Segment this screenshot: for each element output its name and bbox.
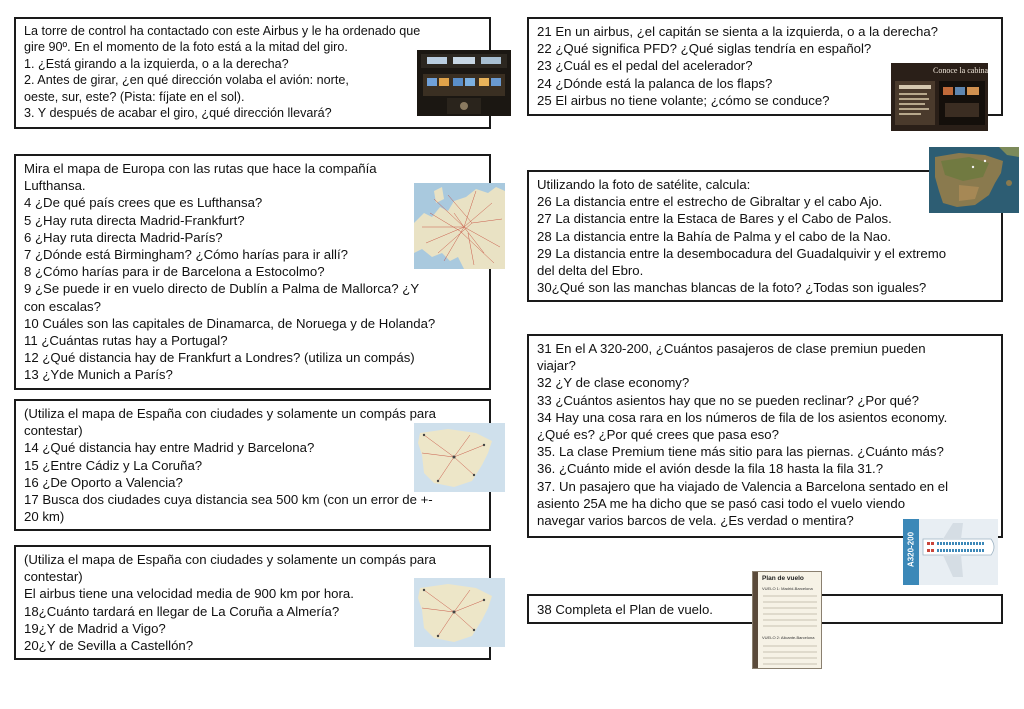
text-line: oeste, sur, este? (Pista: fíjate en el sol). [24,89,245,104]
a320-seatmap-image [903,519,998,585]
text-line: asiento 25A me ha dicho que se pasó casi todo el vuelo viendo [537,495,906,511]
text-line: 27 La distancia entre la Estaca de Bares y el Cabo de Palos. [537,211,892,227]
text-line: 17 Busca dos ciudades cuya distancia sea 500 km (con un error de +- [24,492,433,508]
text-line: 7 ¿Dónde está Birmingham? ¿Cómo harías para ir allí? [24,247,348,263]
text-line: 29 La distancia entre la desembocadura del Guadalquivir y el extremo [537,245,947,261]
text-line: 36. ¿Cuánto mide el avión desde la fila 18 hasta la fila 31.? [537,461,884,477]
text-line: 2. Antes de girar, ¿en qué dirección volaba el avión: norte, [24,73,349,88]
text-line: 11 ¿Cuántas rutas hay a Portugal? [24,333,228,349]
text-line: contestar) [24,423,83,439]
text-line: navegar varios barcos de vela. ¿Es verdad o mentira? [537,513,854,529]
text-line: 10 Cuáles son las capitales de Dinamarca, de Noruega y de Holanda? [24,315,436,331]
text-line: gire 90º. En el momento de la foto está a la mitad del giro. [24,40,348,55]
text-line: 9 ¿Se puede ir en vuelo directo de Dublín a Palma de Mallorca? ¿Y [24,281,420,297]
text-line: 30¿Qué son las manchas blancas de la foto? ¿Todas son iguales? [537,280,927,296]
text-line: La torre de control ha contactado con este Airbus y le ha ordenado que [24,24,421,38]
cabin-caption: Conoce la cabina [933,66,988,75]
text-line: 6 ¿Hay ruta directa Madrid-París? [24,229,223,245]
text-line: (Utiliza el mapa de España con ciudades y solamente un compás para [24,552,436,567]
text-line: Utilizando la foto de satélite, calcula: [537,177,751,192]
text-line: del delta del Ebro. [537,263,644,279]
text-line: 35. La clase Premium tiene más sitio para las piernas. ¿Cuánto más? [537,444,944,460]
text-line: El airbus tiene una velocidad media de 900 km por hora. [24,586,354,602]
text-line: Mira el mapa de Europa con las rutas que hace la compañía [24,161,377,176]
text-line: 32 ¿Y de clase economy? [537,375,690,391]
text-line: 28 La distancia entre la Bahía de Palma y el cabo de la Nao. [537,228,892,244]
text-line: 5 ¿Hay ruta directa Madrid-Frankfurt? [24,212,245,228]
text-line: 4 ¿De qué país crees que es Lufthansa? [24,195,263,211]
flightplan-title: Plan de vuelo [762,575,804,582]
seat-question-box [527,334,1003,538]
text-line: con escalas? [24,298,101,314]
text-line: 1. ¿Está girando a la izquierda, o a la derecha? [24,56,289,71]
text-line: 33 ¿Cuántos asientos hay que no se pueden reclinar? ¿Por qué? [537,392,919,408]
text-line: contestar) [24,569,83,585]
satellite-photo [929,147,1019,213]
text-line: 37. Un pasajero que ha viajado de Valencia a Barcelona sentado en el [537,478,949,494]
text-line: 20¿Y de Sevilla a Castellón? [24,638,194,654]
seatmap-label: A320-200 [906,531,916,568]
cockpit-photo [417,50,511,116]
text-line: 23 ¿Cuál es el pedal del acelerador? [537,58,753,74]
flightplan-leg1: VUELO 1: Madrid-Barcelona [762,586,813,591]
text-line: 15 ¿Entre Cádiz y La Coruña? [24,457,203,473]
flightplan-leg2: VUELO 2: Alicante-Barcelona [762,635,815,640]
text-line: 21 En un airbus, ¿el capitán se sienta a la izquierda, o a la derecha? [537,24,939,39]
text-line: 31 En el A 320-200, ¿Cuántos pasajeros de clase premiun pueden [537,341,926,356]
spain-cities-map-2 [414,578,505,647]
text-line: (Utiliza el mapa de España con ciudades y solamente un compás para [24,406,436,421]
text-line: 18¿Cuánto tardará en llegar de La Coruña a Almería? [24,603,340,619]
text-line: 20 km) [24,509,65,525]
text-line: 22 ¿Qué significa PFD? ¿Qué siglas tendría en español? [537,41,872,57]
flight-plan-sheet [752,571,822,669]
text-line: 26 La distancia entre el estrecho de Gibraltar y el cabo Ajo. [537,194,883,210]
text-line: 12 ¿Qué distancia hay de Frankfurt a Londres? (utiliza un compás) [24,350,415,366]
cabin-slide-image [891,63,988,131]
europe-routes-map [414,183,505,269]
spain-cities-map [414,423,505,492]
text-line: 19¿Y de Madrid a Vigo? [24,620,166,636]
text-line: 13 ¿Yde Munich a París? [24,367,173,383]
text-line: Lufthansa. [24,178,86,194]
text-line: 34 Hay una cosa rara en los números de fila de los asientos economy. [537,409,948,425]
text-line: viajar? [537,358,576,374]
text-line: 25 El airbus no tiene volante; ¿cómo se conduce? [537,92,830,108]
text-line: 16 ¿De Oporto a Valencia? [24,474,183,490]
text-line: 3. Y después de acabar el giro, ¿qué dirección llevará? [24,106,332,121]
text-line: 14 ¿Qué distancia hay entre Madrid y Barcelona? [24,440,315,456]
text-line: ¿Qué es? ¿Por qué crees que pasa eso? [537,427,779,443]
text-line: 24 ¿Dónde está la palanca de los flaps? [537,75,773,91]
text-line: 38 Completa el Plan de vuelo. [537,602,713,617]
text-line: 8 ¿Cómo harías para ir de Barcelona a Estocolmo? [24,264,325,280]
